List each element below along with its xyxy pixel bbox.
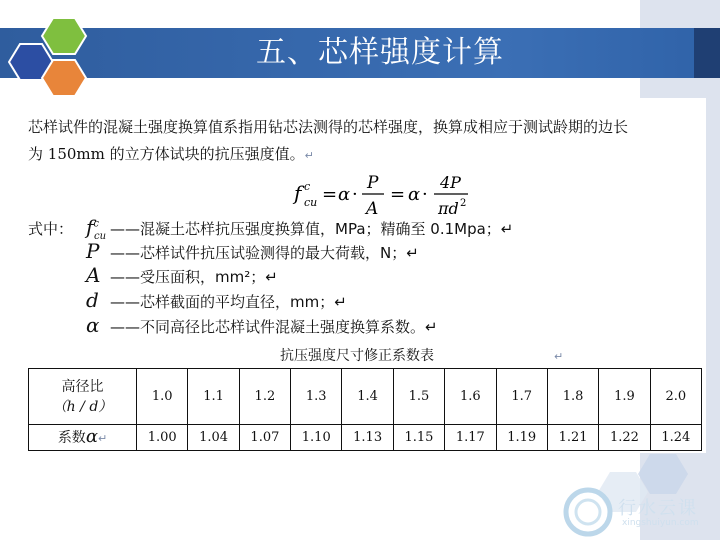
definition-text-d: ——芯样截面的平均直径，mm；↵ xyxy=(110,293,347,311)
svg-text:A: A xyxy=(366,199,379,219)
ratio-cell: 1.4 xyxy=(342,369,393,425)
coefficient-cell: 1.19 xyxy=(496,425,547,451)
ratio-cell: 1.9 xyxy=(599,369,650,425)
definition-row-a xyxy=(28,263,588,290)
watermark-text: 行水云课 xyxy=(618,498,698,519)
coefficient-cell: 1.21 xyxy=(547,425,598,451)
ratio-cell: 1.3 xyxy=(291,369,342,425)
svg-text:2: 2 xyxy=(460,198,467,209)
watermark-url: xingshuiyun.com xyxy=(622,518,699,528)
coefficient-cell: 1.17 xyxy=(445,425,496,451)
table-caption: 抗压强度尺寸修正系数表 ↵ xyxy=(280,348,564,364)
correction-coefficient-table xyxy=(28,368,702,451)
ratio-cell: 1.7 xyxy=(496,369,547,425)
ratio-cell: 2.0 xyxy=(650,369,701,425)
svg-text:α: α xyxy=(408,184,421,205)
svg-text:4P: 4P xyxy=(440,173,461,192)
ratio-cell: 1.6 xyxy=(445,369,496,425)
table-row-coefficient xyxy=(29,425,702,451)
coefficient-cell: 1.15 xyxy=(393,425,444,451)
watermark-swirl-icon xyxy=(566,490,610,534)
svg-text:α: α xyxy=(338,184,351,205)
strength-formula xyxy=(292,166,512,224)
definition-text-p: ——芯样试件抗压试验测得的最大荷载，N；↵ xyxy=(110,244,419,262)
coefficient-cell: 1.00 xyxy=(137,425,188,451)
coefficient-cell: 1.24 xyxy=(650,425,701,451)
definition-row-p xyxy=(28,239,588,266)
ratio-cell: 1.1 xyxy=(188,369,239,425)
ratio-cell: 1.8 xyxy=(547,369,598,425)
svg-text:c: c xyxy=(304,180,311,193)
definition-row-d xyxy=(28,288,588,315)
symbol-p: P xyxy=(86,239,100,263)
row-header-ratio: 高径比 （h / d） xyxy=(29,369,137,425)
coefficient-cell: 1.04 xyxy=(188,425,239,451)
symbol-alpha: α xyxy=(86,313,100,337)
ratio-cell: 1.2 xyxy=(239,369,290,425)
svg-text:·: · xyxy=(352,184,358,205)
definition-row-fcu xyxy=(28,215,588,242)
ratio-cell: 1.0 xyxy=(137,369,188,425)
formula-lhs: f xyxy=(294,181,302,205)
intro-paragraph xyxy=(28,114,708,169)
symbol-d: d xyxy=(86,288,99,312)
definition-row-alpha xyxy=(28,313,588,340)
table-row-ratio xyxy=(29,369,702,425)
definition-text-alpha: ——不同高径比芯样试件混凝土强度换算系数。↵ xyxy=(110,318,438,336)
symbol-a: A xyxy=(86,263,101,287)
svg-text:πd: πd xyxy=(438,199,459,218)
coefficient-cell: 1.10 xyxy=(291,425,342,451)
coefficient-cell: 1.13 xyxy=(342,425,393,451)
definitions-lead: 式中： xyxy=(28,220,74,238)
coefficient-cell: 1.07 xyxy=(239,425,290,451)
svg-text:·: · xyxy=(422,184,428,205)
svg-text:=: = xyxy=(322,184,338,205)
symbol-fcu: $f^c_{cu}$ xyxy=(86,215,107,242)
definition-text-fcu: ——混凝土芯样抗压强度换算值，MPa；精确至 0.1Mpa；↵ xyxy=(110,220,514,238)
ratio-cell: 1.5 xyxy=(393,369,444,425)
intro-line-2: 为 150mm 的立方体试块的抗压强度值。↵ xyxy=(28,145,314,163)
row-header-coefficient: 系数α↵ xyxy=(29,425,137,451)
page-title: 五、芯样强度计算 xyxy=(256,35,504,70)
svg-text:cu: cu xyxy=(304,196,318,209)
intro-line-1: 芯样试件的混凝土强度换算值系指用钻芯法测得的芯样强度，换算成相应于测试龄期的边长 xyxy=(28,118,629,136)
coefficient-cell: 1.22 xyxy=(599,425,650,451)
definition-text-a: ——受压面积，mm²；↵ xyxy=(110,268,278,286)
svg-text:=: = xyxy=(390,184,406,205)
svg-text:P: P xyxy=(367,173,379,193)
